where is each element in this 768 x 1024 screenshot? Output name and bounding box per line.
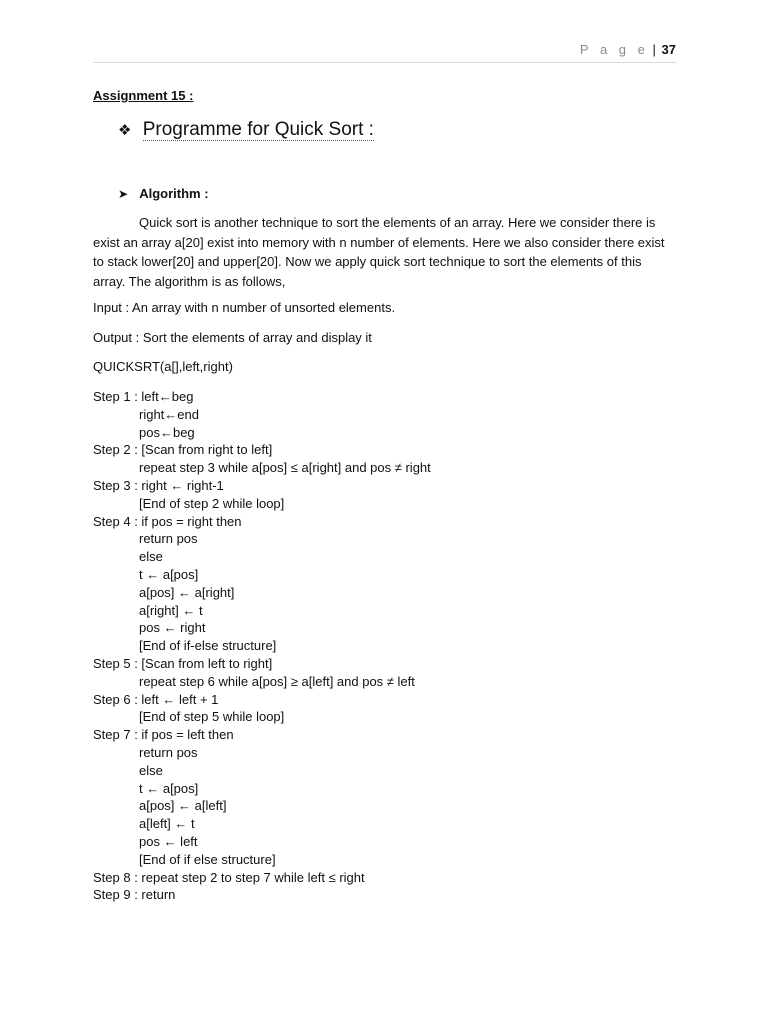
page-label: P a g e	[579, 42, 649, 57]
step-line: t ← a[pos]	[139, 566, 199, 582]
step-line: Step 9 : return	[93, 887, 176, 903]
step-line: Step 2 : [Scan from right to left]	[93, 442, 273, 458]
step-line: [End of if-else structure]	[139, 638, 277, 654]
step-line: pos ← right	[139, 620, 206, 636]
algorithm-steps	[93, 388, 431, 904]
assignment-heading: Assignment 15 :	[93, 88, 194, 103]
page-number: 37	[661, 42, 676, 57]
step-line: Step 5 : [Scan from left to right]	[93, 655, 273, 671]
step-line: a[right] ← t	[139, 602, 203, 618]
step-line: repeat step 3 while a[pos] ≤ a[right] and pos ≠ right	[139, 460, 431, 476]
intro-paragraph: Quick sort is another technique to sort the elements of an array. Here we consider there is exist an array a[20] exist into memory with n number of elements. Here we also consider there exist to stack lower[20] and upper[20]. Now we apply quick sort technique to sort the elements of this array. The algorithm is as follows,	[93, 215, 665, 289]
step-line: [End of step 2 while loop]	[139, 495, 285, 511]
step-line: Step 3 : right ← right-1	[93, 477, 224, 493]
step-line: else	[139, 549, 163, 565]
step-line: return pos	[139, 531, 198, 547]
step-line: t ← a[pos]	[139, 780, 199, 796]
step-line: a[pos] ← a[right]	[139, 584, 235, 600]
page-header	[93, 42, 676, 63]
step-line: a[pos] ← a[left]	[139, 798, 227, 814]
function-signature: QUICKSRT(a[],left,right)	[93, 359, 233, 374]
step-line: return pos	[139, 744, 198, 760]
step-line: Step 4 : if pos = right then	[93, 513, 242, 529]
step-line: Step 8 : repeat step 2 to step 7 while left ≤ right	[93, 869, 365, 885]
input-line: Input : An array with n number of unsorted elements.	[93, 300, 396, 315]
step-line: pos ← left	[139, 833, 198, 849]
output-line: Output : Sort the elements of array and display it	[93, 330, 372, 345]
programme-title	[118, 119, 374, 141]
step-line: right←end	[139, 406, 199, 422]
step-line: [End of if else structure]	[139, 851, 276, 867]
step-line: pos←beg	[139, 424, 195, 440]
step-line: a[left] ← t	[139, 816, 195, 832]
step-line: Step 1 : left←beg	[93, 389, 194, 404]
diamond-bullet-icon: ❖	[118, 122, 132, 139]
step-line: repeat step 6 while a[pos] ≥ a[left] and pos ≠ left	[139, 673, 415, 689]
step-line: else	[139, 762, 163, 778]
programme-title-text: Programme for Quick Sort :	[142, 119, 374, 140]
algorithm-heading-text: Algorithm :	[139, 186, 209, 201]
step-line: [End of step 5 while loop]	[139, 709, 285, 725]
step-line: Step 6 : left ← left + 1	[93, 691, 219, 707]
step-line: Step 7 : if pos = left then	[93, 727, 234, 743]
page-separator: |	[652, 42, 656, 57]
arrow-bullet-icon: ➤	[118, 187, 129, 201]
algorithm-heading	[118, 186, 209, 201]
